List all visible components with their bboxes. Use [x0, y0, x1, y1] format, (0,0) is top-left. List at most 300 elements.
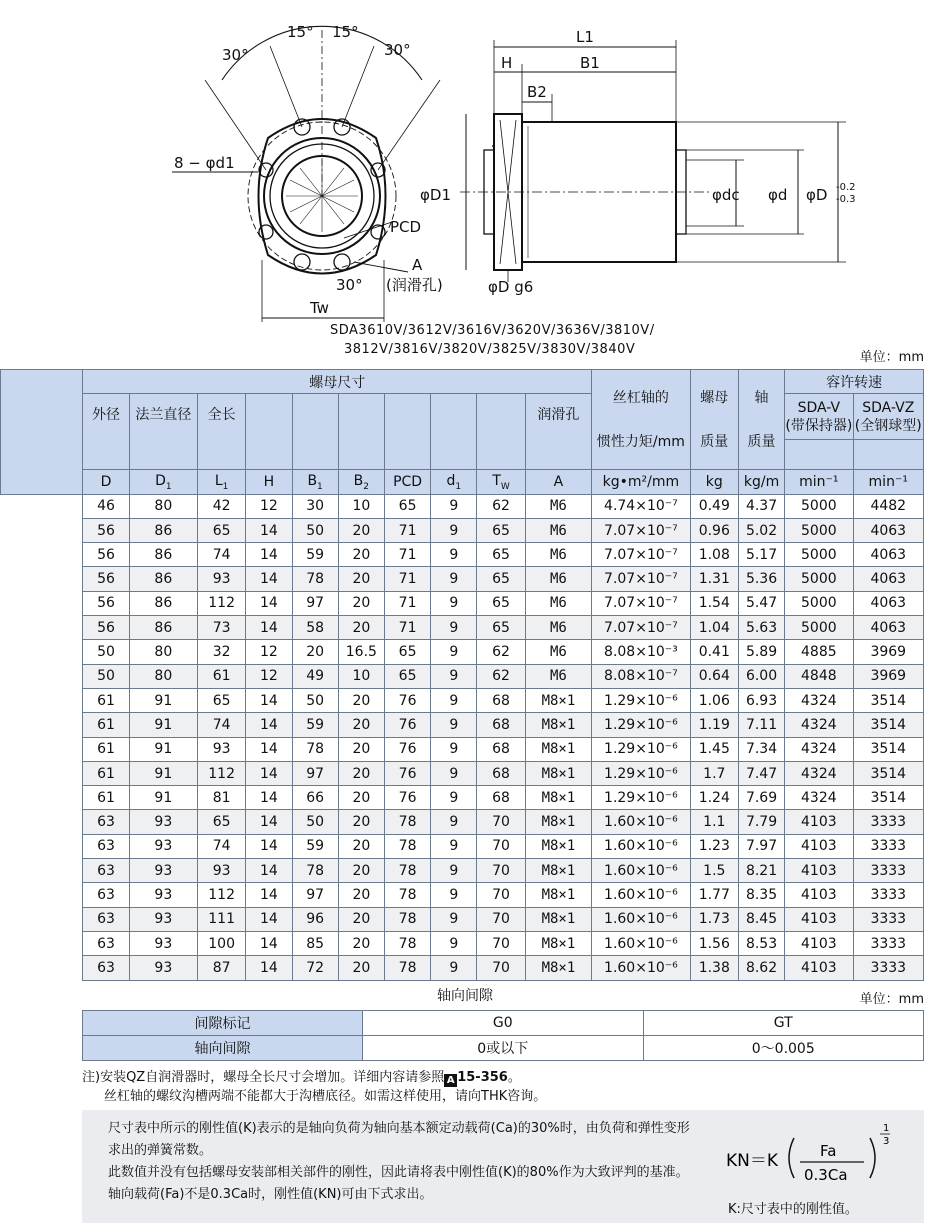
cell-pcd: 78 [384, 859, 430, 883]
header-unit-shaft-mass: kg/m [738, 470, 784, 494]
header-nut-mass-2: 质量 [700, 433, 729, 450]
cell-outer-dia: 50 [83, 664, 129, 688]
header-blank [1, 370, 83, 495]
cell-lub-hole: M8×1 [525, 761, 591, 785]
header-empty-speed2 [853, 440, 923, 470]
sym-D1-main: D [155, 472, 166, 489]
cell-b2: 20 [338, 591, 384, 615]
cell-speed-v: 4324 [785, 786, 853, 810]
cell-speed-vz: 3969 [853, 664, 923, 688]
cell-b1: 78 [292, 859, 338, 883]
cell-total-len: 81 [198, 786, 246, 810]
header-unit-inertia: kg•m²/mm [592, 470, 691, 494]
unit-label: 单位：mm [859, 350, 924, 365]
header-unit-nut-mass: kg [690, 470, 738, 494]
cell-speed-vz: 3514 [853, 713, 923, 737]
cell-tw: 62 [477, 640, 525, 664]
cell-inertia: 1.60×10⁻⁶ [592, 956, 691, 980]
row-blank [1, 664, 83, 688]
cell-d1: 9 [431, 543, 477, 567]
clearance-mark-gt: GT [643, 1011, 924, 1036]
formula-paren-right [870, 1138, 875, 1178]
cell-inertia: 7.07×10⁻⁷ [592, 616, 691, 640]
cell-b1: 50 [292, 518, 338, 542]
cell-total-len: 111 [198, 907, 246, 931]
cell-lub-hole: M8×1 [525, 883, 591, 907]
cell-b2: 20 [338, 688, 384, 712]
header-sym-L1 [198, 470, 246, 494]
holes-label: 8 − φd1 [174, 154, 235, 172]
cell-b1: 97 [292, 883, 338, 907]
cell-tw: 68 [477, 786, 525, 810]
cell-d1: 9 [431, 883, 477, 907]
cell-shaft-mass: 5.36 [738, 567, 784, 591]
cell-inertia: 1.29×10⁻⁶ [592, 761, 691, 785]
cell-speed-v: 4103 [785, 859, 853, 883]
model-caption-line2: 3812V/3816V/3820V/3825V/3830V/3840V [344, 342, 636, 357]
cell-outer-dia: 63 [83, 834, 129, 858]
cell-lub-hole: M8×1 [525, 810, 591, 834]
cell-h: 14 [246, 834, 292, 858]
cell-shaft-mass: 7.47 [738, 761, 784, 785]
cell-inertia: 1.60×10⁻⁶ [592, 931, 691, 955]
angle-15-right: 15° [332, 23, 359, 41]
clearance-value-g0: 0或以下 [363, 1036, 644, 1061]
cell-lub-hole: M8×1 [525, 956, 591, 980]
formula-exp-num: 1 [883, 1123, 890, 1134]
h-label: H [501, 54, 513, 72]
cell-outer-dia: 56 [83, 518, 129, 542]
sym-B1-sub: 1 [317, 481, 323, 492]
cell-speed-vz: 3514 [853, 761, 923, 785]
cell-d1: 9 [431, 737, 477, 761]
header-shaft-mass [738, 370, 784, 470]
cell-nut-mass: 1.73 [690, 907, 738, 931]
cell-lub-hole: M6 [525, 567, 591, 591]
cell-b2: 20 [338, 810, 384, 834]
header-inertia-1: 丝杠轴的 [612, 389, 669, 406]
clearance-mark-g0: G0 [363, 1011, 644, 1036]
header-nut-dims: 螺母尺寸 [83, 370, 592, 394]
stiffness-k-note: K:尺寸表中的刚性值。 [728, 1202, 858, 1217]
cell-speed-vz: 3969 [853, 640, 923, 664]
clearance-row-value [83, 1036, 924, 1061]
cell-tw: 65 [477, 518, 525, 542]
row-blank [1, 518, 83, 542]
cell-shaft-mass: 5.89 [738, 640, 784, 664]
cell-b1: 96 [292, 907, 338, 931]
cell-b1: 72 [292, 956, 338, 980]
cell-flange-dia: 86 [129, 567, 197, 591]
tol-upper: -0.2 [836, 182, 856, 193]
cell-inertia: 8.08×10⁻³ [592, 640, 691, 664]
cell-outer-dia: 63 [83, 931, 129, 955]
cell-outer-dia: 46 [83, 494, 129, 518]
row-blank [1, 567, 83, 591]
header-unit-speed-v: min⁻¹ [785, 470, 853, 494]
cell-nut-mass: 1.5 [690, 859, 738, 883]
cell-b2: 20 [338, 543, 384, 567]
cell-nut-mass: 1.08 [690, 543, 738, 567]
sym-B1-main: B [307, 472, 318, 489]
sym-L1-main: L [214, 472, 223, 489]
phi-dc-label: φdc [712, 186, 740, 204]
cell-h: 14 [246, 543, 292, 567]
table-row [1, 737, 924, 761]
formula-lhs: KN＝K [726, 1151, 779, 1171]
cell-shaft-mass: 8.53 [738, 931, 784, 955]
row-blank [1, 494, 83, 518]
row-blank [1, 737, 83, 761]
cell-h: 14 [246, 761, 292, 785]
cell-speed-v: 4103 [785, 883, 853, 907]
cell-outer-dia: 61 [83, 713, 129, 737]
cell-speed-v: 5000 [785, 494, 853, 518]
note-line1 [82, 1068, 521, 1087]
cell-nut-mass: 1.54 [690, 591, 738, 615]
cell-speed-v: 4324 [785, 688, 853, 712]
cell-outer-dia: 50 [83, 640, 129, 664]
cell-outer-dia: 63 [83, 956, 129, 980]
reference-page-link[interactable]: 15-356 [457, 1070, 508, 1085]
cell-h: 14 [246, 713, 292, 737]
table-row [1, 810, 924, 834]
header-nut-mass-1: 螺母 [700, 389, 729, 406]
cell-pcd: 78 [384, 834, 430, 858]
cell-shaft-mass: 6.00 [738, 664, 784, 688]
cell-h: 14 [246, 883, 292, 907]
cell-h: 14 [246, 907, 292, 931]
cell-nut-mass: 1.56 [690, 931, 738, 955]
cell-shaft-mass: 6.93 [738, 688, 784, 712]
cell-speed-vz: 4063 [853, 591, 923, 615]
cell-flange-dia: 91 [129, 786, 197, 810]
cell-pcd: 71 [384, 543, 430, 567]
cell-inertia: 7.07×10⁻⁷ [592, 567, 691, 591]
cell-pcd: 76 [384, 786, 430, 810]
cell-outer-dia: 61 [83, 761, 129, 785]
header-inertia [592, 370, 691, 470]
cell-nut-mass: 1.04 [690, 616, 738, 640]
cell-flange-dia: 91 [129, 688, 197, 712]
cell-total-len: 112 [198, 761, 246, 785]
cell-b1: 20 [292, 640, 338, 664]
cell-tw: 65 [477, 543, 525, 567]
cell-b2: 10 [338, 494, 384, 518]
cell-flange-dia: 86 [129, 591, 197, 615]
cell-pcd: 71 [384, 567, 430, 591]
cell-b2: 20 [338, 616, 384, 640]
cell-lub-hole: M8×1 [525, 907, 591, 931]
header-total-len: 全长 [198, 394, 246, 470]
side-view [460, 40, 846, 282]
header-sym-TW [477, 470, 525, 494]
cell-total-len: 65 [198, 688, 246, 712]
formula-denominator: 0.3Ca [804, 1166, 848, 1184]
table-row [1, 688, 924, 712]
cell-tw: 65 [477, 591, 525, 615]
cell-inertia: 1.60×10⁻⁶ [592, 883, 691, 907]
cell-inertia: 7.07×10⁻⁷ [592, 543, 691, 567]
cell-outer-dia: 63 [83, 907, 129, 931]
header-outer-dia: 外径 [83, 394, 129, 470]
cell-h: 14 [246, 810, 292, 834]
cell-flange-dia: 93 [129, 956, 197, 980]
table-row [1, 567, 924, 591]
header-inertia-2: 惯性力矩/mm [596, 433, 685, 450]
cell-speed-v: 4324 [785, 713, 853, 737]
cell-tw: 70 [477, 834, 525, 858]
cell-d1: 9 [431, 616, 477, 640]
cell-inertia: 1.60×10⁻⁶ [592, 859, 691, 883]
header-sym-A: A [525, 470, 591, 494]
header-sym-H: H [246, 470, 292, 494]
header-speed: 容许转速 [785, 370, 924, 394]
b1-label: B1 [580, 54, 600, 72]
cell-tw: 65 [477, 616, 525, 640]
cell-shaft-mass: 5.17 [738, 543, 784, 567]
cell-b2: 20 [338, 956, 384, 980]
row-blank [1, 956, 83, 980]
cell-d1: 9 [431, 834, 477, 858]
note-line1-text: 注)安装QZ自润滑器时，螺母全长尺寸会增加。详细内容请参照 [82, 1070, 445, 1085]
cell-nut-mass: 0.64 [690, 664, 738, 688]
cell-nut-mass: 0.41 [690, 640, 738, 664]
cell-pcd: 76 [384, 688, 430, 712]
cell-tw: 70 [477, 956, 525, 980]
header-sda-v-sub: (带保持器) [785, 417, 853, 434]
cell-pcd: 65 [384, 640, 430, 664]
cell-shaft-mass: 7.11 [738, 713, 784, 737]
cell-h: 14 [246, 616, 292, 640]
cell-speed-vz: 4063 [853, 543, 923, 567]
header-empty-d1 [431, 394, 477, 470]
cell-speed-vz: 3333 [853, 907, 923, 931]
stiffness-formula [724, 1118, 914, 1188]
cell-d1: 9 [431, 761, 477, 785]
cell-d1: 9 [431, 567, 477, 591]
header-sda-v [785, 394, 853, 440]
table-row [1, 543, 924, 567]
header-empty-b1 [292, 394, 338, 470]
header-sda-v-name: SDA-V [797, 399, 841, 416]
cell-outer-dia: 63 [83, 859, 129, 883]
reference-icon: A [444, 1074, 457, 1087]
row-blank [1, 786, 83, 810]
cell-pcd: 78 [384, 907, 430, 931]
row-blank [1, 713, 83, 737]
stiffness-text [108, 1118, 698, 1206]
cell-pcd: 78 [384, 810, 430, 834]
cell-pcd: 76 [384, 713, 430, 737]
cell-total-len: 100 [198, 931, 246, 955]
header-sda-vz-sub: (全钢球型) [854, 417, 922, 434]
cell-total-len: 112 [198, 883, 246, 907]
cell-speed-vz: 3333 [853, 883, 923, 907]
cell-d1: 9 [431, 859, 477, 883]
table-row [1, 907, 924, 931]
cell-total-len: 74 [198, 713, 246, 737]
cell-speed-v: 4103 [785, 931, 853, 955]
cell-flange-dia: 93 [129, 810, 197, 834]
formula-numerator: Fa [820, 1142, 837, 1160]
cell-outer-dia: 63 [83, 810, 129, 834]
cell-nut-mass: 1.45 [690, 737, 738, 761]
model-caption-line1: SDA3610V/3612V/3616V/3620V/3636V/3810V/ [330, 323, 655, 338]
cell-shaft-mass: 8.35 [738, 883, 784, 907]
cell-d1: 9 [431, 786, 477, 810]
cell-total-len: 65 [198, 810, 246, 834]
cell-speed-vz: 4063 [853, 616, 923, 640]
header-nut-mass [690, 370, 738, 470]
cell-shaft-mass: 5.47 [738, 591, 784, 615]
cell-shaft-mass: 5.02 [738, 518, 784, 542]
cell-total-len: 74 [198, 543, 246, 567]
cell-flange-dia: 93 [129, 859, 197, 883]
b2-label: B2 [527, 83, 547, 101]
a-sublabel: (润滑孔) [386, 276, 443, 294]
header-empty-b2 [338, 394, 384, 470]
sym-d1-main: d [446, 472, 456, 489]
clearance-value-label: 轴向间隙 [83, 1036, 363, 1061]
cell-total-len: 87 [198, 956, 246, 980]
cell-flange-dia: 93 [129, 907, 197, 931]
table-row [1, 931, 924, 955]
cell-b2: 10 [338, 664, 384, 688]
cell-pcd: 76 [384, 761, 430, 785]
cell-inertia: 1.29×10⁻⁶ [592, 713, 691, 737]
row-blank [1, 591, 83, 615]
angle-30-right: 30° [384, 41, 411, 59]
cell-lub-hole: M6 [525, 543, 591, 567]
cell-b2: 20 [338, 786, 384, 810]
clearance-table [82, 1010, 924, 1061]
cell-tw: 70 [477, 907, 525, 931]
clearance-title: 轴向间隙 [437, 988, 493, 1004]
header-sda-vz-name: SDA-VZ [862, 399, 915, 416]
cell-speed-vz: 3333 [853, 931, 923, 955]
cell-outer-dia: 56 [83, 616, 129, 640]
cell-nut-mass: 1.7 [690, 761, 738, 785]
cell-speed-vz: 3333 [853, 810, 923, 834]
cell-inertia: 1.60×10⁻⁶ [592, 834, 691, 858]
cell-speed-vz: 4063 [853, 567, 923, 591]
row-blank [1, 616, 83, 640]
header-sym-d1 [431, 470, 477, 494]
cell-inertia: 7.07×10⁻⁷ [592, 518, 691, 542]
header-sym-B1 [292, 470, 338, 494]
cell-shaft-mass: 8.45 [738, 907, 784, 931]
cell-d1: 9 [431, 907, 477, 931]
table-row [1, 956, 924, 980]
cell-shaft-mass: 4.37 [738, 494, 784, 518]
cell-b1: 50 [292, 810, 338, 834]
l1-label: L1 [576, 28, 594, 46]
cell-outer-dia: 63 [83, 883, 129, 907]
cell-lub-hole: M6 [525, 640, 591, 664]
cell-h: 14 [246, 688, 292, 712]
cell-inertia: 4.74×10⁻⁷ [592, 494, 691, 518]
cell-shaft-mass: 5.63 [738, 616, 784, 640]
cell-total-len: 42 [198, 494, 246, 518]
cell-speed-v: 4848 [785, 664, 853, 688]
row-blank [1, 688, 83, 712]
cell-outer-dia: 56 [83, 543, 129, 567]
cell-tw: 68 [477, 737, 525, 761]
cell-lub-hole: M6 [525, 494, 591, 518]
cell-b1: 97 [292, 761, 338, 785]
table-row [1, 494, 924, 518]
cell-b2: 16.5 [338, 640, 384, 664]
cell-outer-dia: 56 [83, 567, 129, 591]
cell-shaft-mass: 7.97 [738, 834, 784, 858]
cell-speed-v: 5000 [785, 567, 853, 591]
cell-speed-v: 4103 [785, 907, 853, 931]
table-row [1, 834, 924, 858]
cell-lub-hole: M6 [525, 518, 591, 542]
cell-d1: 9 [431, 494, 477, 518]
cell-speed-vz: 3514 [853, 688, 923, 712]
cell-h: 14 [246, 931, 292, 955]
cell-flange-dia: 80 [129, 664, 197, 688]
cell-pcd: 71 [384, 591, 430, 615]
cell-pcd: 71 [384, 518, 430, 542]
tw-label: Tw [310, 299, 329, 317]
cell-flange-dia: 86 [129, 518, 197, 542]
angle-30-bottom: 30° [336, 276, 363, 294]
clearance-mark-label: 间隙标记 [83, 1011, 363, 1036]
row-blank [1, 931, 83, 955]
cell-nut-mass: 1.1 [690, 810, 738, 834]
cell-inertia: 1.29×10⁻⁶ [592, 688, 691, 712]
cell-flange-dia: 91 [129, 737, 197, 761]
cell-nut-mass: 0.96 [690, 518, 738, 542]
cell-outer-dia: 61 [83, 737, 129, 761]
formula-exp-den: 3 [883, 1136, 890, 1147]
cell-speed-v: 4885 [785, 640, 853, 664]
spec-table-body [1, 494, 924, 980]
clearance-unit-label: 单位：mm [859, 992, 924, 1007]
cell-speed-vz: 3333 [853, 834, 923, 858]
row-blank [1, 810, 83, 834]
cell-total-len: 93 [198, 737, 246, 761]
cell-b1: 59 [292, 543, 338, 567]
cell-speed-v: 5000 [785, 518, 853, 542]
cell-tw: 65 [477, 567, 525, 591]
cell-total-len: 65 [198, 518, 246, 542]
cell-tw: 68 [477, 688, 525, 712]
header-empty-h [246, 394, 292, 470]
technical-drawing [0, 0, 930, 362]
cell-b1: 97 [292, 591, 338, 615]
cell-b1: 59 [292, 713, 338, 737]
cell-b1: 58 [292, 616, 338, 640]
sym-TW-main: T [492, 472, 501, 489]
cell-flange-dia: 80 [129, 640, 197, 664]
pcd-label: PCD [390, 218, 422, 236]
clearance-row-mark [83, 1011, 924, 1036]
cell-d1: 9 [431, 810, 477, 834]
cell-tw: 70 [477, 810, 525, 834]
row-blank [1, 907, 83, 931]
header-empty-tw [477, 394, 525, 470]
cell-inertia: 1.29×10⁻⁶ [592, 737, 691, 761]
cell-flange-dia: 93 [129, 931, 197, 955]
cell-b2: 20 [338, 931, 384, 955]
cell-speed-v: 4103 [785, 810, 853, 834]
cell-speed-v: 4103 [785, 834, 853, 858]
cell-h: 14 [246, 518, 292, 542]
